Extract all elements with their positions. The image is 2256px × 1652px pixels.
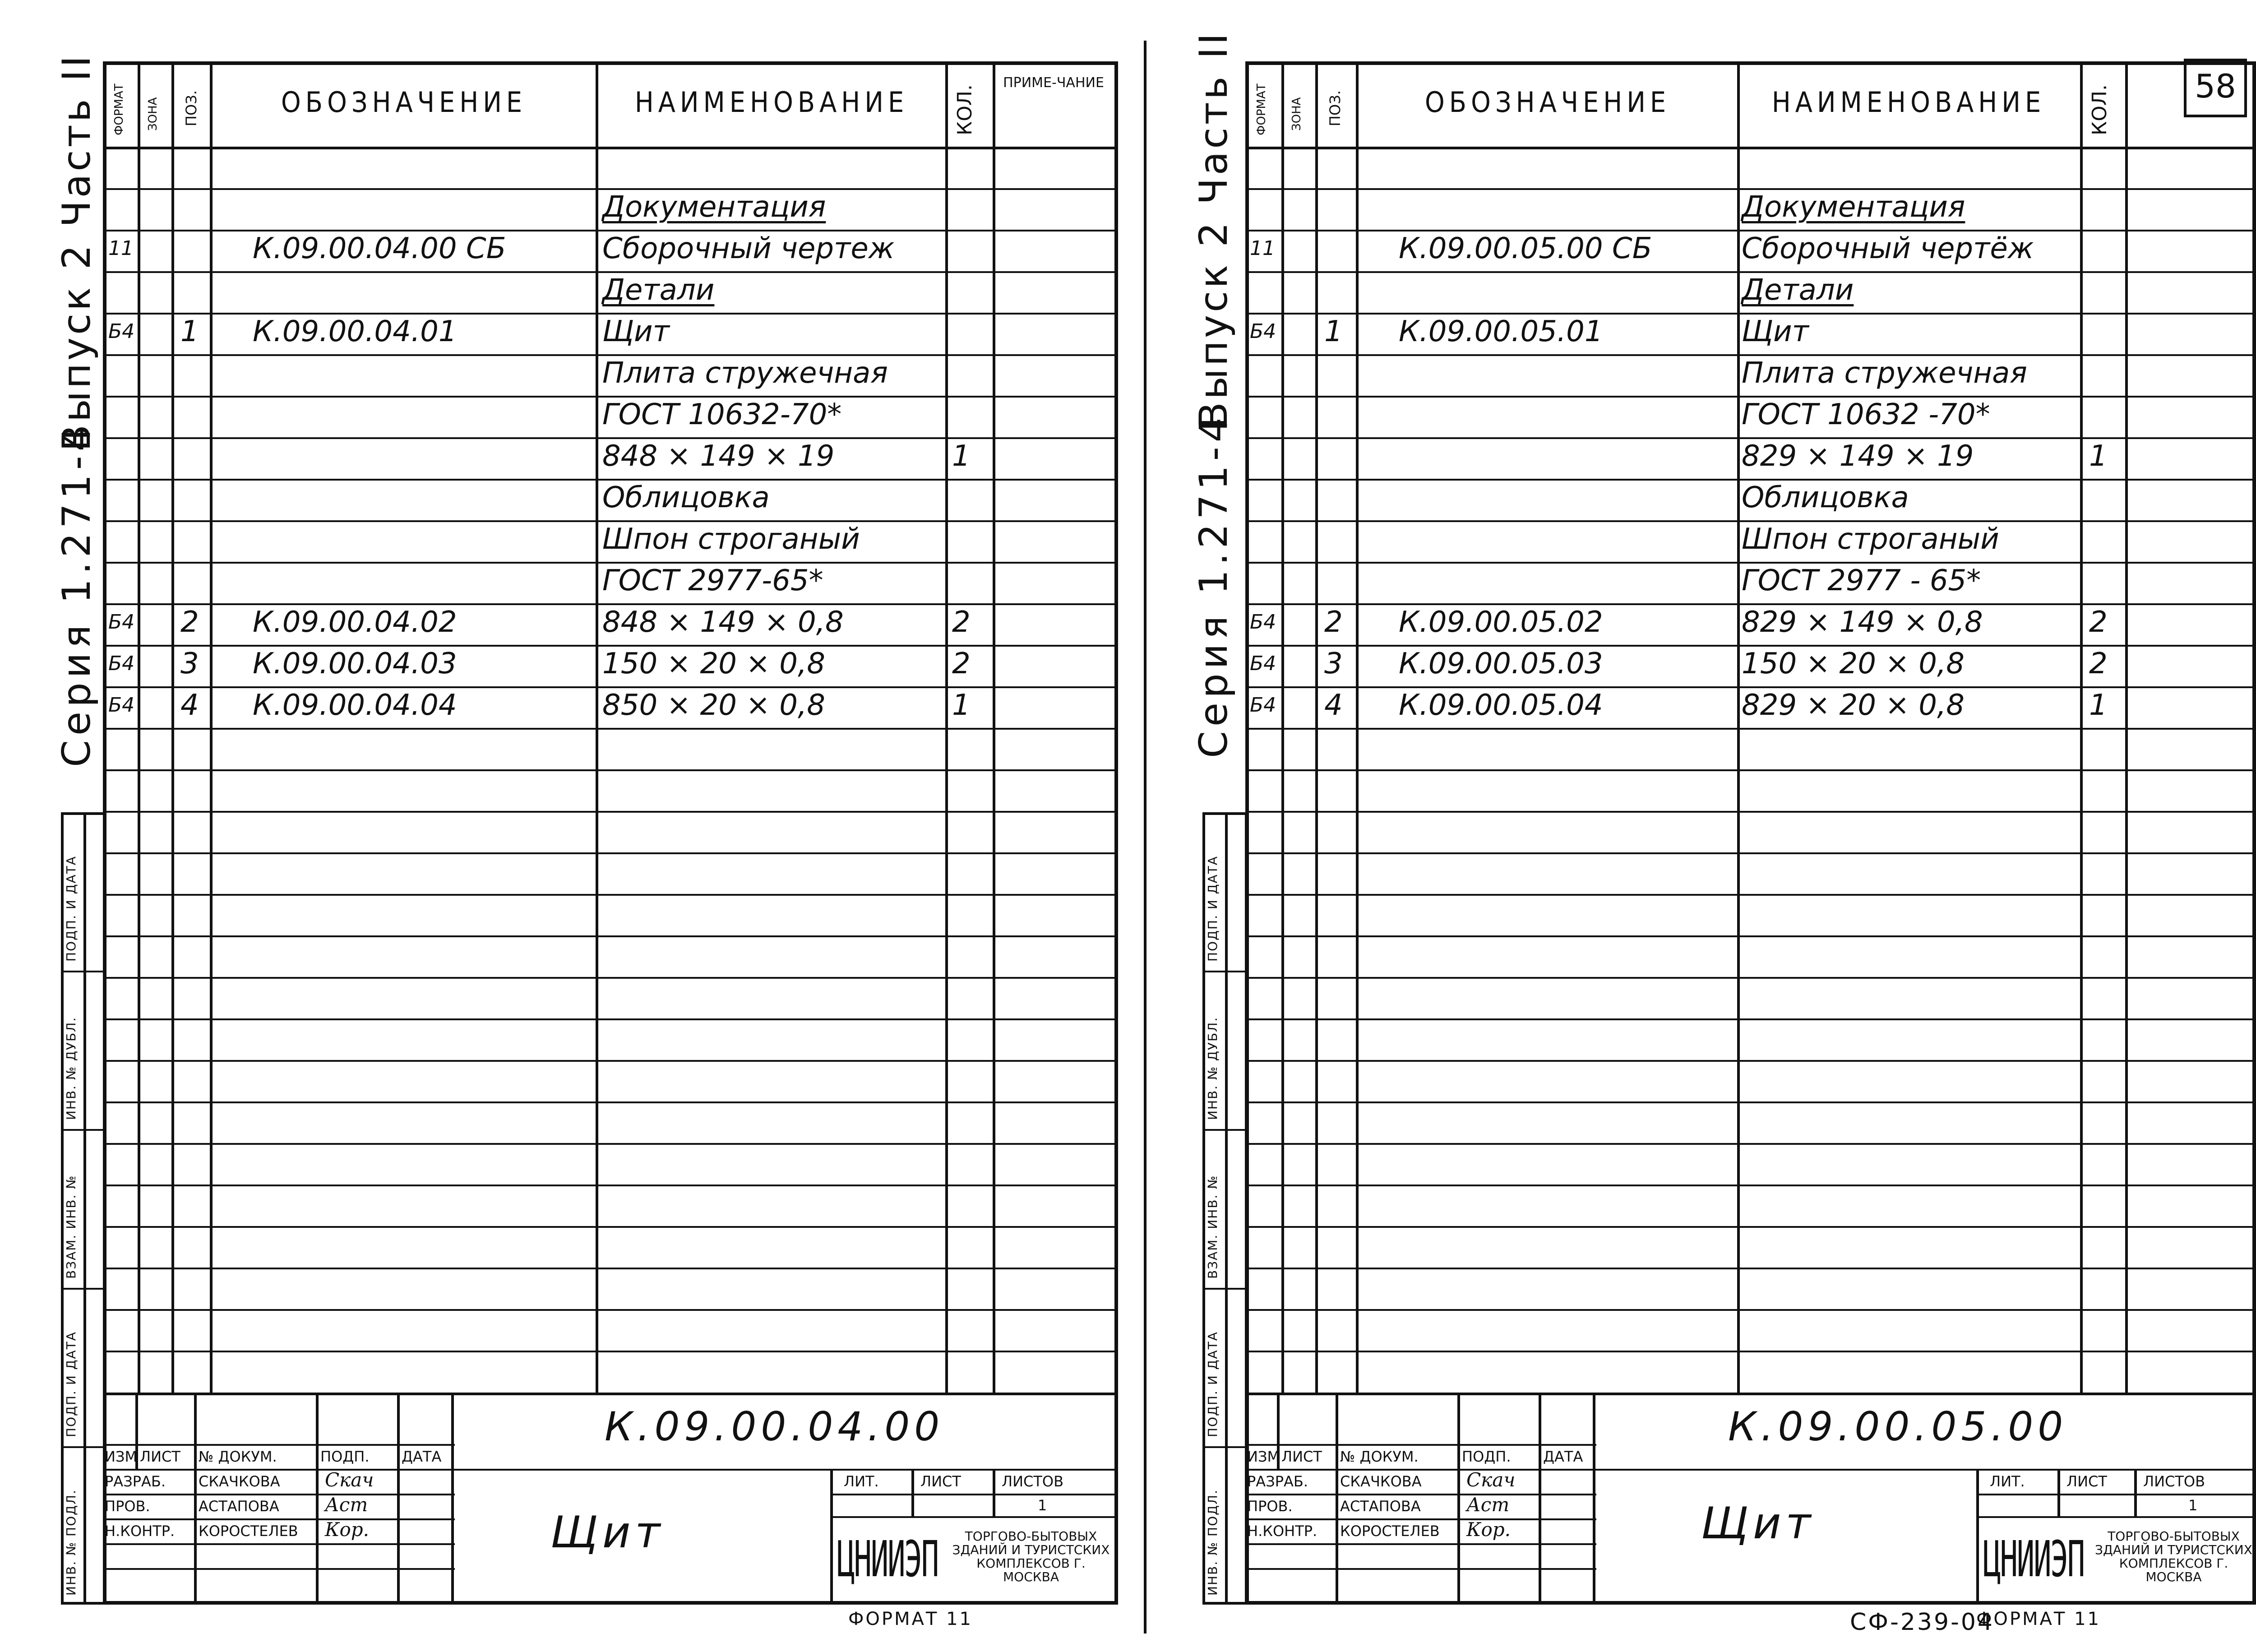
row-line bbox=[1245, 769, 2256, 771]
row-line bbox=[103, 1309, 1118, 1311]
tb-line bbox=[1976, 1469, 1979, 1605]
tb-col-sign: ПОДП. bbox=[1462, 1448, 1511, 1465]
hdr-zone: ЗОНА bbox=[146, 97, 160, 131]
row-line bbox=[1245, 1268, 2256, 1269]
header-line bbox=[1245, 147, 2256, 149]
tb-sign-2: Аст bbox=[325, 1494, 368, 1516]
stamp-separator bbox=[61, 1129, 106, 1131]
row-quantity: 1 bbox=[952, 689, 971, 722]
tb-line bbox=[103, 1543, 455, 1545]
table-row bbox=[1155, 395, 2256, 436]
row-format: Б4 bbox=[108, 694, 135, 717]
row-line bbox=[103, 1101, 1118, 1103]
row-designation: К.09.00.04.02 bbox=[253, 606, 457, 639]
hdr-name: НАИМЕНОВАНИЕ bbox=[1771, 86, 2046, 119]
row-line bbox=[1245, 1185, 2256, 1186]
tb-sheets: ЛИСТОВ bbox=[2143, 1473, 2205, 1490]
tb-line bbox=[1245, 1494, 1596, 1495]
tb-sign-3: Кор. bbox=[1466, 1518, 1511, 1541]
hdr-zone: ЗОНА bbox=[1290, 97, 1304, 131]
row-quantity: 2 bbox=[2089, 647, 2108, 680]
row-line bbox=[103, 1351, 1118, 1352]
row-name: Щит bbox=[602, 315, 670, 348]
row-line bbox=[1245, 1101, 2256, 1103]
row-format: Б4 bbox=[108, 611, 135, 634]
row-name: ГОСТ 2977 - 65* bbox=[1742, 564, 1981, 597]
tb-line bbox=[194, 1393, 197, 1605]
tb-col-list: ЛИСТ bbox=[140, 1448, 180, 1465]
row-name: Щит bbox=[1742, 315, 1809, 348]
row-designation: К.09.00.05.04 bbox=[1399, 689, 1603, 722]
table-row bbox=[1155, 187, 2256, 229]
row-format: Б4 bbox=[1250, 652, 1276, 675]
row-position: 1 bbox=[1324, 315, 1343, 348]
series-label: Серия 1.271-4 bbox=[54, 422, 99, 767]
hdr-name: НАИМЕНОВАНИЕ bbox=[634, 86, 909, 119]
row-line bbox=[103, 769, 1118, 771]
page-number: 58 bbox=[2184, 59, 2247, 117]
header-line bbox=[103, 147, 1118, 149]
table-row bbox=[0, 685, 1155, 727]
tb-sheets-value: 1 bbox=[1038, 1497, 1047, 1514]
tb-line bbox=[1593, 1393, 1595, 1605]
table-row bbox=[1155, 561, 2256, 602]
tb-sheet: ЛИСТ bbox=[2066, 1473, 2107, 1490]
row-designation: К.09.00.04.03 bbox=[253, 647, 457, 680]
row-name: Облицовка bbox=[602, 481, 770, 514]
tb-line bbox=[1976, 1516, 2256, 1518]
row-position: 4 bbox=[1324, 689, 1343, 722]
table-row bbox=[0, 519, 1155, 561]
row-line bbox=[103, 1018, 1118, 1020]
row-line bbox=[103, 935, 1118, 937]
hdr-note: ПРИМЕ-ЧАНИЕ bbox=[1003, 75, 1104, 91]
stamp-label: ВЗАМ. ИНВ. № bbox=[64, 1175, 79, 1279]
tb-line bbox=[103, 1568, 455, 1570]
row-designation: К.09.00.04.04 bbox=[253, 689, 457, 722]
tb-lit: ЛИТ. bbox=[1990, 1473, 2025, 1490]
row-format: Б4 bbox=[108, 320, 135, 343]
row-line bbox=[1245, 1351, 2256, 1352]
tb-line bbox=[103, 1494, 455, 1495]
tb-line bbox=[103, 1444, 455, 1446]
row-quantity: 2 bbox=[2089, 606, 2108, 639]
tb-role-1: РАЗРАБ. bbox=[105, 1473, 166, 1490]
doc-code: К.09.00.05.00 bbox=[1728, 1403, 2068, 1450]
row-designation: К.09.00.04.01 bbox=[253, 315, 457, 348]
tb-sign-2: Аст bbox=[1466, 1494, 1510, 1516]
stamp-separator bbox=[61, 971, 106, 972]
stamp-separator bbox=[1202, 1129, 1248, 1131]
table-row bbox=[1155, 644, 2256, 685]
row-position: 3 bbox=[180, 647, 199, 680]
table-row bbox=[0, 229, 1155, 270]
tb-line bbox=[2057, 1469, 2060, 1516]
table-row bbox=[0, 395, 1155, 436]
org-logo: ЦНИИЭП bbox=[837, 1530, 938, 1588]
row-line bbox=[103, 852, 1118, 854]
tb-col-doc: № ДОКУМ. bbox=[199, 1448, 277, 1465]
row-line bbox=[1245, 1309, 2256, 1311]
tb-line bbox=[1245, 1444, 1596, 1446]
stamp-separator bbox=[61, 1288, 106, 1290]
row-quantity: 1 bbox=[2089, 689, 2108, 722]
stamp-separator bbox=[1202, 812, 1248, 814]
sheet-divider bbox=[1144, 41, 1146, 1633]
org-name: ТОРГОВО-БЫТОВЫХ ЗДАНИЙ И ТУРИСТСКИХ КОМПЛЕКСОВ Г. МОСКВА bbox=[2095, 1529, 2252, 1584]
row-line bbox=[1245, 852, 2256, 854]
tb-line bbox=[1245, 1518, 1596, 1520]
tb-col-date: ДАТА bbox=[402, 1448, 442, 1465]
hdr-qty: КОЛ. bbox=[2088, 84, 2111, 135]
tb-col-sign: ПОДП. bbox=[320, 1448, 370, 1465]
row-name: ГОСТ 2977-65* bbox=[602, 564, 823, 597]
stamp-label: ПОДП. И ДАТА bbox=[1205, 856, 1220, 962]
row-name: Детали bbox=[1742, 273, 1854, 307]
tb-col-list: ЛИСТ bbox=[1281, 1448, 1322, 1465]
doc-title: Щит bbox=[1701, 1498, 1816, 1549]
table-row bbox=[0, 561, 1155, 602]
hdr-designation: ОБОЗНАЧЕНИЕ bbox=[1424, 86, 1671, 119]
row-designation: К.09.00.05.00 СБ bbox=[1399, 232, 1652, 265]
row-format: Б4 bbox=[1250, 611, 1276, 634]
tb-name-2: АСТАПОВА bbox=[1340, 1498, 1421, 1515]
row-name: Облицовка bbox=[1742, 481, 1909, 514]
tb-line bbox=[830, 1516, 1118, 1518]
tb-line bbox=[1539, 1393, 1541, 1605]
row-name: 829 × 20 × 0,8 bbox=[1742, 689, 1965, 722]
tb-name-3: КОРОСТЕЛЕВ bbox=[1340, 1522, 1440, 1540]
tb-name-2: АСТАПОВА bbox=[199, 1498, 279, 1515]
row-line bbox=[103, 1226, 1118, 1228]
table-row bbox=[0, 187, 1155, 229]
tb-line bbox=[103, 1469, 1118, 1471]
tb-lit: ЛИТ. bbox=[844, 1473, 879, 1490]
table-row bbox=[0, 602, 1155, 644]
row-name: 150 × 20 × 0,8 bbox=[602, 647, 825, 680]
table-row bbox=[1155, 602, 2256, 644]
row-name: 829 × 149 × 19 bbox=[1742, 440, 1974, 473]
table-row bbox=[0, 644, 1155, 685]
tb-line bbox=[2134, 1469, 2137, 1516]
series-label: Серия 1.271-4 bbox=[1191, 413, 1236, 758]
row-line bbox=[103, 1143, 1118, 1145]
tb-role-1: РАЗРАБ. bbox=[1247, 1473, 1308, 1490]
table-row bbox=[1155, 685, 2256, 727]
tb-name-1: СКАЧКОВА bbox=[1340, 1473, 1422, 1490]
table-row bbox=[1155, 353, 2256, 395]
row-name: Шпон строганый bbox=[1742, 523, 1999, 556]
row-name: ГОСТ 10632-70* bbox=[602, 398, 842, 431]
doc-title: Щит bbox=[550, 1507, 665, 1558]
row-quantity: 2 bbox=[952, 647, 971, 680]
hdr-format: ФОРМАТ bbox=[1255, 83, 1268, 135]
row-designation: К.09.00.05.03 bbox=[1399, 647, 1603, 680]
tb-sheets-value: 1 bbox=[2188, 1497, 2198, 1514]
tb-sheets: ЛИСТОВ bbox=[1002, 1473, 1064, 1490]
row-line bbox=[103, 728, 1118, 730]
row-line bbox=[1245, 977, 2256, 979]
row-format: Б4 bbox=[1250, 694, 1276, 717]
tb-col-izm: ИЗМ bbox=[1247, 1448, 1280, 1465]
stamp-label: ИНВ. № ПОДЛ. bbox=[1205, 1489, 1220, 1596]
table-row bbox=[1155, 312, 2256, 353]
tb-role-3: Н.КОНТР. bbox=[1247, 1522, 1318, 1540]
tb-line bbox=[1336, 1393, 1338, 1605]
row-name: Шпон строганый bbox=[602, 523, 860, 556]
row-position: 2 bbox=[1324, 606, 1343, 639]
tb-name-3: КОРОСТЕЛЕВ bbox=[199, 1522, 298, 1540]
tb-name-1: СКАЧКОВА bbox=[199, 1473, 280, 1490]
row-name: Сборочный чертёж bbox=[1742, 232, 2034, 265]
row-line bbox=[103, 1185, 1118, 1186]
row-line bbox=[1245, 1018, 2256, 1020]
row-format: 11 bbox=[1250, 237, 1275, 260]
stamp-label: ПОДП. И ДАТА bbox=[64, 856, 79, 962]
tb-top bbox=[1245, 1393, 2256, 1395]
tb-line bbox=[1457, 1393, 1460, 1605]
table-row bbox=[1155, 519, 2256, 561]
tb-line bbox=[911, 1469, 914, 1516]
stamp-separator bbox=[1202, 971, 1248, 972]
table-row bbox=[0, 478, 1155, 519]
row-quantity: 1 bbox=[2089, 440, 2108, 473]
row-line bbox=[103, 811, 1118, 813]
tb-col-doc: № ДОКУМ. bbox=[1340, 1448, 1419, 1465]
table-row bbox=[1155, 270, 2256, 312]
footer-code: СФ-239-04 bbox=[1850, 1609, 1995, 1636]
tb-top bbox=[103, 1393, 1118, 1395]
tb-line bbox=[1976, 1494, 2256, 1495]
stamp-label: ПОДП. И ДАТА bbox=[64, 1331, 79, 1437]
row-position: 4 bbox=[180, 689, 199, 722]
row-name: Сборочный чертеж bbox=[602, 232, 895, 265]
row-name: Плита стружечная bbox=[602, 356, 888, 390]
tb-line bbox=[830, 1494, 1118, 1495]
row-line bbox=[103, 977, 1118, 979]
org-name: ТОРГОВО-БЫТОВЫХ ЗДАНИЙ И ТУРИСТСКИХ КОМПЛЕКСОВ Г. МОСКВА bbox=[952, 1529, 1110, 1584]
table-row bbox=[1155, 229, 2256, 270]
tb-line bbox=[830, 1469, 833, 1605]
table-row bbox=[1155, 436, 2256, 478]
row-format: Б4 bbox=[108, 652, 135, 675]
row-line bbox=[1245, 935, 2256, 937]
table-row bbox=[0, 312, 1155, 353]
doc-code: К.09.00.04.00 bbox=[605, 1403, 944, 1450]
row-position: 3 bbox=[1324, 647, 1343, 680]
format-label: ФОРМАТ 11 bbox=[1976, 1609, 2101, 1629]
hdr-designation: ОБОЗНАЧЕНИЕ bbox=[281, 86, 527, 119]
tb-sign-3: Кор. bbox=[325, 1518, 370, 1541]
row-line bbox=[1245, 1226, 2256, 1228]
tb-sheet: ЛИСТ bbox=[920, 1473, 961, 1490]
row-name: ГОСТ 10632 -70* bbox=[1742, 398, 1990, 431]
row-name: 848 × 149 × 19 bbox=[602, 440, 835, 473]
stamp-label: ИНВ. № ДУБЛ. bbox=[1205, 1017, 1220, 1120]
tb-line bbox=[316, 1393, 319, 1605]
tb-line bbox=[1245, 1543, 1596, 1545]
stamp-label: ВЗАМ. ИНВ. № bbox=[1205, 1175, 1220, 1279]
row-format: 11 bbox=[108, 237, 134, 260]
hdr-pos: ПОЗ. bbox=[183, 90, 200, 126]
stamp-label: ИНВ. № ПОДЛ. bbox=[64, 1489, 79, 1596]
row-name: 829 × 149 × 0,8 bbox=[1742, 606, 1983, 639]
tb-role-2: ПРОВ. bbox=[1247, 1498, 1293, 1515]
row-name: Документация bbox=[602, 190, 826, 224]
row-designation: К.09.00.05.02 bbox=[1399, 606, 1603, 639]
row-quantity: 1 bbox=[952, 440, 971, 473]
tb-line bbox=[397, 1393, 400, 1605]
stamp-line bbox=[1225, 812, 1228, 1605]
stamp-separator bbox=[1202, 1446, 1248, 1448]
row-line bbox=[1245, 1060, 2256, 1062]
sheet-right bbox=[1155, 0, 2256, 1652]
table-row bbox=[0, 353, 1155, 395]
row-quantity: 2 bbox=[952, 606, 971, 639]
stamp-separator bbox=[61, 812, 106, 814]
stamp-label: ПОДП. И ДАТА bbox=[1205, 1331, 1220, 1437]
row-name: 150 × 20 × 0,8 bbox=[1742, 647, 1965, 680]
tb-col-izm: ИЗМ bbox=[105, 1448, 138, 1465]
row-name: Плита стружечная bbox=[1742, 356, 2027, 390]
tb-role-2: ПРОВ. bbox=[105, 1498, 150, 1515]
hdr-format: ФОРМАТ bbox=[112, 83, 126, 135]
hdr-pos: ПОЗ. bbox=[1327, 90, 1344, 126]
tb-line bbox=[103, 1518, 455, 1520]
stamp-line bbox=[83, 812, 86, 1605]
row-name: 850 × 20 × 0,8 bbox=[602, 689, 825, 722]
row-line bbox=[103, 1060, 1118, 1062]
tb-line bbox=[1245, 1469, 2256, 1471]
table-row bbox=[0, 436, 1155, 478]
row-name: 848 × 149 × 0,8 bbox=[602, 606, 844, 639]
row-line bbox=[1245, 894, 2256, 896]
side-title: Выпуск 2 Часть II bbox=[54, 53, 99, 451]
table-row bbox=[0, 270, 1155, 312]
tb-line bbox=[993, 1469, 995, 1516]
stamp-separator bbox=[1202, 1288, 1248, 1290]
stamp-separator bbox=[61, 1446, 106, 1448]
table-row bbox=[1155, 478, 2256, 519]
row-name: Детали bbox=[602, 273, 715, 307]
tb-line bbox=[1245, 1568, 1596, 1570]
row-line bbox=[1245, 811, 2256, 813]
row-line bbox=[1245, 1143, 2256, 1145]
row-position: 1 bbox=[180, 315, 199, 348]
stamp-label: ИНВ. № ДУБЛ. bbox=[64, 1017, 79, 1120]
tb-line bbox=[451, 1393, 454, 1605]
org-logo: ЦНИИЭП bbox=[1983, 1530, 2085, 1588]
side-title: Выпуск 2 Часть II bbox=[1191, 30, 1236, 429]
tb-col-date: ДАТА bbox=[1543, 1448, 1583, 1465]
row-line bbox=[1245, 728, 2256, 730]
row-position: 2 bbox=[180, 606, 199, 639]
format-label: ФОРМАТ 11 bbox=[848, 1609, 973, 1629]
hdr-qty: КОЛ. bbox=[953, 84, 976, 135]
row-line bbox=[103, 894, 1118, 896]
tb-sign-1: Скач bbox=[325, 1469, 374, 1491]
row-designation: К.09.00.05.01 bbox=[1399, 315, 1603, 348]
row-format: Б4 bbox=[1250, 320, 1276, 343]
tb-role-3: Н.КОНТР. bbox=[105, 1522, 175, 1540]
tb-sign-1: Скач bbox=[1466, 1469, 1516, 1491]
row-designation: К.09.00.04.00 СБ bbox=[253, 232, 506, 265]
row-name: Документация bbox=[1742, 190, 1965, 224]
row-line bbox=[103, 1268, 1118, 1269]
